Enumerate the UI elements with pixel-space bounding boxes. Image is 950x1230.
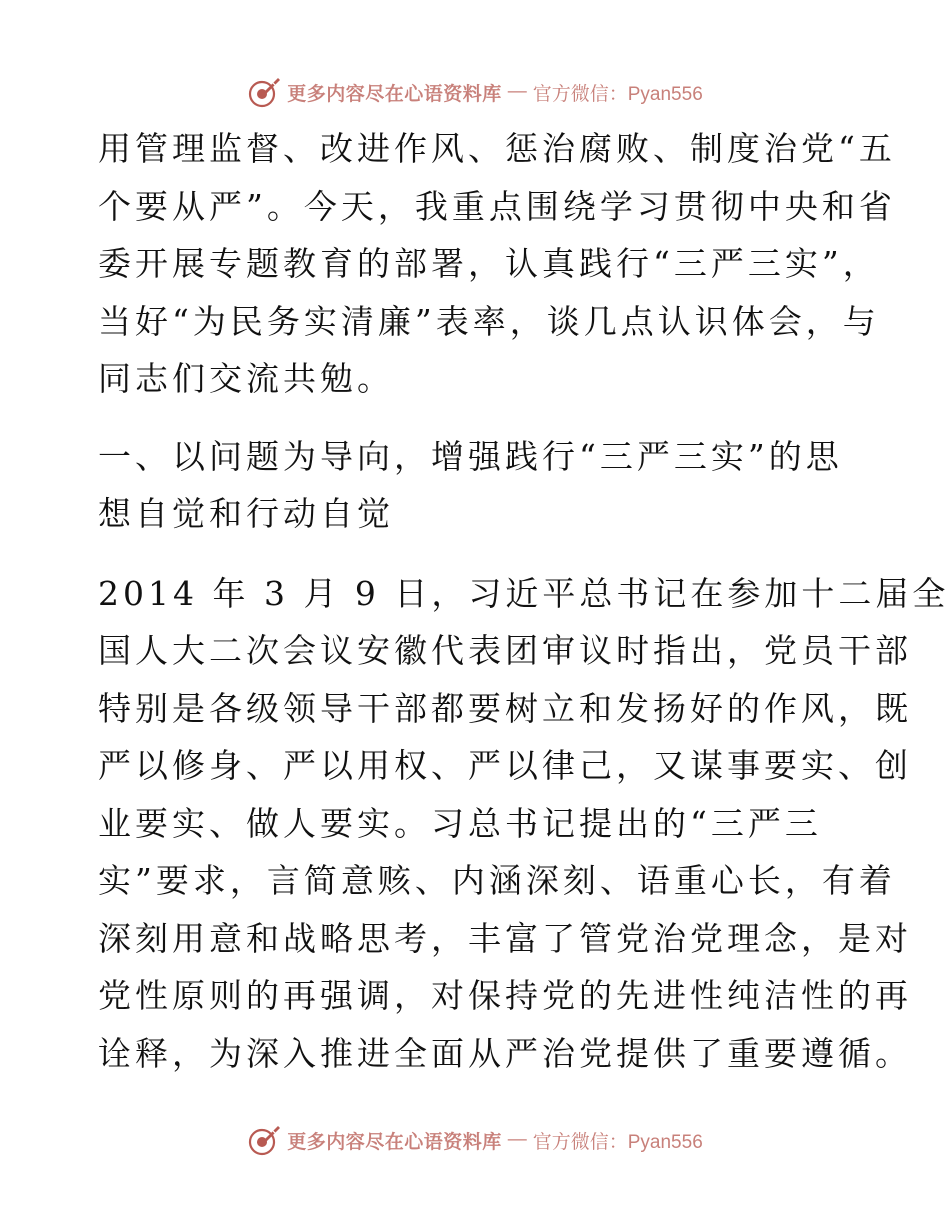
heading-line: 想自觉和行动自觉	[98, 494, 394, 533]
footer-watermark	[0, 1120, 950, 1160]
text-line: 诠释，为深入推进全面从严治党提供了重要遵循。	[98, 1033, 912, 1073]
text-line: 党性原则的再强调，对保持党的先进性纯洁性的再	[98, 976, 912, 1015]
watermark-contact: 官方微信：Pyan556	[532, 83, 703, 105]
heading-line: 一、以问题为导向，增强践行“三严三实”的思	[98, 436, 843, 476]
text-line: 严以修身、严以用权、严以律己，又谋事要实、创	[98, 746, 912, 785]
text-line: 当好“为民务实清廉”表率，谈几点认识体会，与	[98, 301, 880, 341]
section-heading-1	[98, 428, 858, 543]
watermark-brand: 更多内容尽在心语资料库	[287, 82, 502, 105]
text-line: 业要实、做人要实。习总书记提出的“三严三	[98, 803, 822, 843]
quill-logo-icon	[247, 75, 281, 109]
text-line: 委开展专题教育的部署，认真践行“三严三实”，	[98, 244, 880, 283]
header-watermark	[0, 72, 950, 112]
document-body	[98, 120, 950, 1082]
text-line: 国人大二次会议安徽代表团审议时指出，党员干部	[98, 631, 912, 670]
watermark-separator: —	[507, 1129, 527, 1150]
text-line: 同志们交流共勉。	[98, 359, 394, 398]
text-line: 深刻用意和战略思考，丰富了管党治党理念，是对	[98, 918, 912, 958]
text-line: 特别是各级领导干部都要树立和发扬好的作风，既	[98, 688, 912, 728]
paragraph-body	[98, 565, 950, 1083]
text-line: 用管理监督、改进作风、惩治腐败、制度治党“五	[98, 129, 896, 168]
text-line: 个要从严”。今天，我重点围绕学习贯彻中央和省	[98, 186, 896, 226]
paragraph-intro	[98, 120, 896, 408]
text-line: 实”要求，言简意赅、内涵深刻、语重心长，有着	[98, 861, 896, 900]
text-line: 2014 年 3 月 9 日，习近平总书记在参加十二届全	[98, 573, 950, 613]
quill-logo-icon	[247, 1123, 281, 1157]
watermark-separator: —	[507, 81, 527, 102]
watermark-contact: 官方微信：Pyan556	[532, 1131, 703, 1153]
watermark-brand: 更多内容尽在心语资料库	[287, 1130, 502, 1153]
